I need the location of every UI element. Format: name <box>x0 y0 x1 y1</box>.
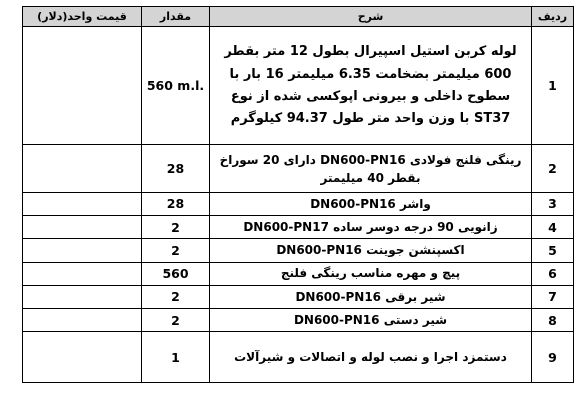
items-table <box>22 6 574 383</box>
row-number: 7 <box>532 285 574 308</box>
row-number: 1 <box>532 27 574 145</box>
row-number: 8 <box>532 309 574 332</box>
row-quantity: 560 m.l. <box>142 27 210 145</box>
row-quantity: 2 <box>142 239 210 262</box>
row-quantity: 28 <box>142 192 210 215</box>
row-description: پیچ و مهره مناسب رینگی فلنج <box>210 262 532 285</box>
row-unit-price <box>23 192 142 215</box>
table-row <box>23 27 574 145</box>
table-row <box>23 262 574 285</box>
row-unit-price <box>23 332 142 383</box>
row-number: 5 <box>532 239 574 262</box>
table-row <box>23 239 574 262</box>
table-row <box>23 309 574 332</box>
header-row <box>23 7 574 27</box>
row-description: واشر DN600-PN16 <box>210 192 532 215</box>
row-quantity: 2 <box>142 216 210 239</box>
row-description: اکسپنشن جوینت DN600-PN16 <box>210 239 532 262</box>
row-description: زانویی 90 درجه دوسر ساده DN600-PN17 <box>210 216 532 239</box>
table-row <box>23 192 574 215</box>
row-description: شیر برقی DN600-PN16 <box>210 285 532 308</box>
row-description: شیر دستی DN600-PN16 <box>210 309 532 332</box>
row-unit-price <box>23 239 142 262</box>
row-number: 4 <box>532 216 574 239</box>
row-quantity: 2 <box>142 285 210 308</box>
table-row <box>23 216 574 239</box>
row-number: 2 <box>532 145 574 193</box>
row-number: 3 <box>532 192 574 215</box>
header-unit-price: قیمت واحد(دلار) <box>23 7 142 27</box>
row-quantity: 1 <box>142 332 210 383</box>
row-unit-price <box>23 262 142 285</box>
row-quantity: 2 <box>142 309 210 332</box>
row-unit-price <box>23 309 142 332</box>
row-quantity: 28 <box>142 145 210 193</box>
table-row <box>23 332 574 383</box>
header-description: شرح <box>210 7 532 27</box>
row-description: لوله کربن استیل اسپیرال بطول 12 متر بقطر 600 میلیمتر بضخامت 6.35 میلیمتر 16 بار با سطوح داخلی و بیرونی اپوکسی شده از نوع ST37 با وزن واحد متر طول 94.37 کیلوگرم <box>210 27 532 145</box>
row-description: دستمزد اجرا و نصب لوله و اتصالات و شیرآلات <box>210 332 532 383</box>
row-unit-price <box>23 145 142 193</box>
row-number: 6 <box>532 262 574 285</box>
row-unit-price <box>23 216 142 239</box>
row-quantity: 560 <box>142 262 210 285</box>
header-row-number: ردیف <box>532 7 574 27</box>
row-number: 9 <box>532 332 574 383</box>
row-unit-price <box>23 27 142 145</box>
row-description: رینگی فلنج فولادی DN600-PN16 دارای 20 سوراخ بقطر 40 میلیمتر <box>210 145 532 193</box>
table-row <box>23 285 574 308</box>
table-row <box>23 145 574 193</box>
row-unit-price <box>23 285 142 308</box>
header-quantity: مقدار <box>142 7 210 27</box>
